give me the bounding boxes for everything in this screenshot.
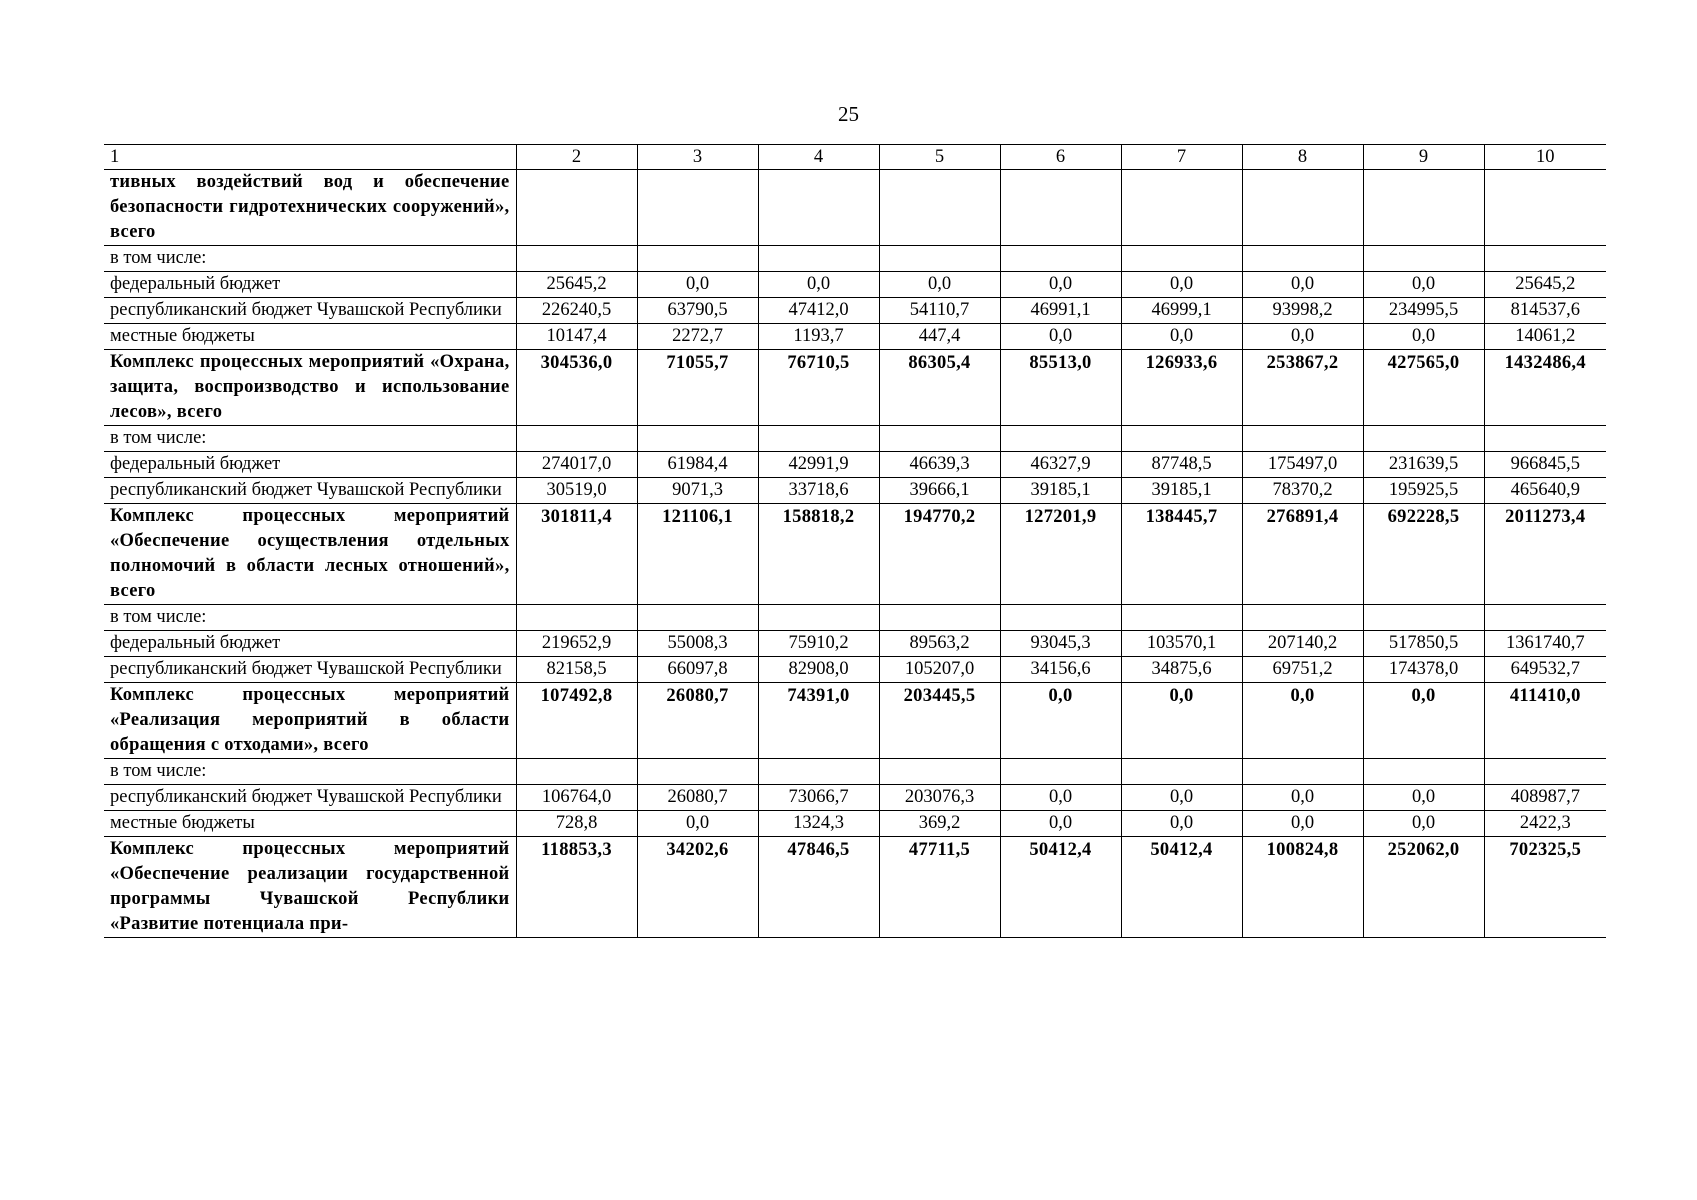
value-cell: 82158,5: [516, 657, 637, 683]
row-label: Комплекс процессных мероприятий «Обеспечение реализации государственной программы Чувашской Республики «Развитие потенциала при-: [104, 837, 516, 938]
value-cell: 46999,1: [1121, 298, 1242, 324]
table-row-section-total: [104, 837, 1606, 938]
row-label: местные бюджеты: [104, 811, 516, 837]
value-cell: 0,0: [758, 272, 879, 298]
value-cell: 69751,2: [1242, 657, 1363, 683]
value-cell: [758, 170, 879, 246]
value-cell: 649532,7: [1484, 657, 1606, 683]
value-cell: [1000, 426, 1121, 452]
value-cell: 0,0: [1363, 324, 1484, 350]
table-row: [104, 272, 1606, 298]
value-cell: 0,0: [1121, 272, 1242, 298]
row-label: федеральный бюджет: [104, 631, 516, 657]
row-label: федеральный бюджет: [104, 272, 516, 298]
table-row: [104, 811, 1606, 837]
column-header: 6: [1000, 145, 1121, 170]
value-cell: [637, 605, 758, 631]
value-cell: 50412,4: [1000, 837, 1121, 938]
value-cell: 702325,5: [1484, 837, 1606, 938]
value-cell: 78370,2: [1242, 478, 1363, 504]
value-cell: [1484, 170, 1606, 246]
value-cell: 55008,3: [637, 631, 758, 657]
value-cell: 25645,2: [516, 272, 637, 298]
table-row: [104, 605, 1606, 631]
value-cell: 74391,0: [758, 683, 879, 759]
value-cell: 0,0: [1242, 785, 1363, 811]
value-cell: [1363, 605, 1484, 631]
value-cell: 234995,5: [1363, 298, 1484, 324]
value-cell: 10147,4: [516, 324, 637, 350]
value-cell: 93998,2: [1242, 298, 1363, 324]
table-row-section-total: [104, 683, 1606, 759]
value-cell: 138445,7: [1121, 504, 1242, 605]
value-cell: [1242, 170, 1363, 246]
value-cell: [1242, 426, 1363, 452]
value-cell: 39185,1: [1121, 478, 1242, 504]
value-cell: [1121, 170, 1242, 246]
value-cell: 86305,4: [879, 350, 1000, 426]
value-cell: [1484, 246, 1606, 272]
value-cell: 103570,1: [1121, 631, 1242, 657]
column-header: 8: [1242, 145, 1363, 170]
table-row-section-total: [104, 504, 1606, 605]
table-row: [104, 452, 1606, 478]
value-cell: 89563,2: [879, 631, 1000, 657]
value-cell: [1363, 170, 1484, 246]
value-cell: [1363, 246, 1484, 272]
value-cell: [1363, 759, 1484, 785]
value-cell: 207140,2: [1242, 631, 1363, 657]
value-cell: 447,4: [879, 324, 1000, 350]
value-cell: 46991,1: [1000, 298, 1121, 324]
value-cell: [516, 759, 637, 785]
value-cell: [1121, 759, 1242, 785]
row-label: в том числе:: [104, 246, 516, 272]
value-cell: [637, 246, 758, 272]
value-cell: 0,0: [637, 811, 758, 837]
table-row: [104, 324, 1606, 350]
row-label: федеральный бюджет: [104, 452, 516, 478]
value-cell: [1000, 246, 1121, 272]
value-cell: 127201,9: [1000, 504, 1121, 605]
value-cell: 1193,7: [758, 324, 879, 350]
value-cell: 0,0: [1363, 272, 1484, 298]
row-label: в том числе:: [104, 759, 516, 785]
header-row: [104, 145, 1606, 170]
value-cell: [1000, 170, 1121, 246]
column-header: 1: [104, 145, 516, 170]
row-label: тивных воздействий вод и обеспечение безопасности гидротехнических сооружений», всего: [104, 170, 516, 246]
value-cell: [1121, 246, 1242, 272]
table-row: [104, 478, 1606, 504]
value-cell: 465640,9: [1484, 478, 1606, 504]
value-cell: 0,0: [879, 272, 1000, 298]
value-cell: 2422,3: [1484, 811, 1606, 837]
value-cell: [758, 759, 879, 785]
table-row: [104, 657, 1606, 683]
value-cell: 34875,6: [1121, 657, 1242, 683]
value-cell: 85513,0: [1000, 350, 1121, 426]
value-cell: 252062,0: [1363, 837, 1484, 938]
value-cell: 304536,0: [516, 350, 637, 426]
value-cell: 47846,5: [758, 837, 879, 938]
value-cell: [879, 426, 1000, 452]
value-cell: 2011273,4: [1484, 504, 1606, 605]
value-cell: 46639,3: [879, 452, 1000, 478]
value-cell: [1484, 426, 1606, 452]
value-cell: 61984,4: [637, 452, 758, 478]
value-cell: [1000, 759, 1121, 785]
value-cell: [637, 426, 758, 452]
value-cell: [1484, 759, 1606, 785]
column-header: 2: [516, 145, 637, 170]
value-cell: 0,0: [1363, 683, 1484, 759]
value-cell: [758, 246, 879, 272]
value-cell: 231639,5: [1363, 452, 1484, 478]
value-cell: [1242, 605, 1363, 631]
row-label: Комплекс процессных мероприятий «Реализация мероприятий в области обращения с отходами», всего: [104, 683, 516, 759]
value-cell: 195925,5: [1363, 478, 1484, 504]
row-label: Комплекс процессных мероприятий «Обеспечение осуществления отдельных полномочий в области лесных отношений», всего: [104, 504, 516, 605]
value-cell: 0,0: [1121, 324, 1242, 350]
value-cell: 9071,3: [637, 478, 758, 504]
value-cell: 0,0: [1242, 272, 1363, 298]
column-header: 9: [1363, 145, 1484, 170]
value-cell: 118853,3: [516, 837, 637, 938]
value-cell: [879, 759, 1000, 785]
value-cell: 0,0: [1000, 785, 1121, 811]
value-cell: 39666,1: [879, 478, 1000, 504]
table-row: [104, 631, 1606, 657]
value-cell: 26080,7: [637, 683, 758, 759]
column-header: 3: [637, 145, 758, 170]
value-cell: 194770,2: [879, 504, 1000, 605]
value-cell: 71055,7: [637, 350, 758, 426]
value-cell: 1432486,4: [1484, 350, 1606, 426]
value-cell: 25645,2: [1484, 272, 1606, 298]
value-cell: 219652,9: [516, 631, 637, 657]
value-cell: 14061,2: [1484, 324, 1606, 350]
page-number: 25: [838, 102, 859, 126]
value-cell: [1242, 246, 1363, 272]
value-cell: [637, 170, 758, 246]
value-cell: 34156,6: [1000, 657, 1121, 683]
value-cell: [879, 605, 1000, 631]
value-cell: 203076,3: [879, 785, 1000, 811]
value-cell: 76710,5: [758, 350, 879, 426]
table-row: [104, 759, 1606, 785]
value-cell: 226240,5: [516, 298, 637, 324]
value-cell: [879, 246, 1000, 272]
value-cell: 26080,7: [637, 785, 758, 811]
value-cell: [516, 605, 637, 631]
value-cell: 0,0: [1000, 683, 1121, 759]
row-label: республиканский бюджет Чувашской Республики: [104, 298, 516, 324]
value-cell: 0,0: [1121, 785, 1242, 811]
value-cell: 253867,2: [1242, 350, 1363, 426]
value-cell: 274017,0: [516, 452, 637, 478]
value-cell: 66097,8: [637, 657, 758, 683]
value-cell: 369,2: [879, 811, 1000, 837]
value-cell: 175497,0: [1242, 452, 1363, 478]
value-cell: 427565,0: [1363, 350, 1484, 426]
value-cell: [1242, 759, 1363, 785]
table-row: [104, 426, 1606, 452]
column-header: 7: [1121, 145, 1242, 170]
value-cell: 126933,6: [1121, 350, 1242, 426]
value-cell: 728,8: [516, 811, 637, 837]
value-cell: [1484, 605, 1606, 631]
value-cell: [516, 170, 637, 246]
table-row: [104, 246, 1606, 272]
value-cell: 1324,3: [758, 811, 879, 837]
table-row: [104, 785, 1606, 811]
table-row: [104, 298, 1606, 324]
value-cell: 46327,9: [1000, 452, 1121, 478]
value-cell: 63790,5: [637, 298, 758, 324]
value-cell: 100824,8: [1242, 837, 1363, 938]
value-cell: 0,0: [1242, 811, 1363, 837]
table-row-section-total: [104, 170, 1606, 246]
value-cell: 2272,7: [637, 324, 758, 350]
value-cell: [516, 426, 637, 452]
value-cell: [1000, 605, 1121, 631]
value-cell: [637, 759, 758, 785]
value-cell: 0,0: [1000, 272, 1121, 298]
table-row-section-total: [104, 350, 1606, 426]
row-label: Комплекс процессных мероприятий «Охрана, защита, воспроизводство и использование лесов», всего: [104, 350, 516, 426]
value-cell: 75910,2: [758, 631, 879, 657]
value-cell: 0,0: [1121, 811, 1242, 837]
row-label: местные бюджеты: [104, 324, 516, 350]
value-cell: 301811,4: [516, 504, 637, 605]
row-label: республиканский бюджет Чувашской Республики: [104, 657, 516, 683]
row-label: республиканский бюджет Чувашской Республики: [104, 785, 516, 811]
value-cell: 158818,2: [758, 504, 879, 605]
value-cell: [1121, 426, 1242, 452]
value-cell: [879, 170, 1000, 246]
value-cell: 411410,0: [1484, 683, 1606, 759]
value-cell: 47711,5: [879, 837, 1000, 938]
value-cell: 1361740,7: [1484, 631, 1606, 657]
value-cell: 0,0: [637, 272, 758, 298]
table-body: [104, 145, 1606, 938]
value-cell: 0,0: [1242, 683, 1363, 759]
value-cell: 966845,5: [1484, 452, 1606, 478]
value-cell: 203445,5: [879, 683, 1000, 759]
value-cell: 105207,0: [879, 657, 1000, 683]
column-header: 5: [879, 145, 1000, 170]
value-cell: 0,0: [1363, 811, 1484, 837]
value-cell: 30519,0: [516, 478, 637, 504]
value-cell: 47412,0: [758, 298, 879, 324]
value-cell: [1363, 426, 1484, 452]
value-cell: 0,0: [1000, 811, 1121, 837]
value-cell: 54110,7: [879, 298, 1000, 324]
value-cell: 0,0: [1121, 683, 1242, 759]
row-label: в том числе:: [104, 426, 516, 452]
value-cell: 692228,5: [1363, 504, 1484, 605]
value-cell: 814537,6: [1484, 298, 1606, 324]
value-cell: 0,0: [1000, 324, 1121, 350]
value-cell: [758, 426, 879, 452]
value-cell: 33718,6: [758, 478, 879, 504]
row-label: республиканский бюджет Чувашской Республики: [104, 478, 516, 504]
budget-table: [104, 144, 1606, 938]
value-cell: 107492,8: [516, 683, 637, 759]
value-cell: [516, 246, 637, 272]
value-cell: 0,0: [1363, 785, 1484, 811]
value-cell: 42991,9: [758, 452, 879, 478]
value-cell: 517850,5: [1363, 631, 1484, 657]
value-cell: 93045,3: [1000, 631, 1121, 657]
value-cell: 276891,4: [1242, 504, 1363, 605]
value-cell: 408987,7: [1484, 785, 1606, 811]
value-cell: 39185,1: [1000, 478, 1121, 504]
value-cell: 174378,0: [1363, 657, 1484, 683]
value-cell: 50412,4: [1121, 837, 1242, 938]
value-cell: 82908,0: [758, 657, 879, 683]
column-header: 4: [758, 145, 879, 170]
value-cell: 34202,6: [637, 837, 758, 938]
value-cell: [758, 605, 879, 631]
value-cell: 73066,7: [758, 785, 879, 811]
column-header: 10: [1484, 145, 1606, 170]
value-cell: [1121, 605, 1242, 631]
value-cell: 0,0: [1242, 324, 1363, 350]
row-label: в том числе:: [104, 605, 516, 631]
value-cell: 121106,1: [637, 504, 758, 605]
value-cell: 106764,0: [516, 785, 637, 811]
value-cell: 87748,5: [1121, 452, 1242, 478]
